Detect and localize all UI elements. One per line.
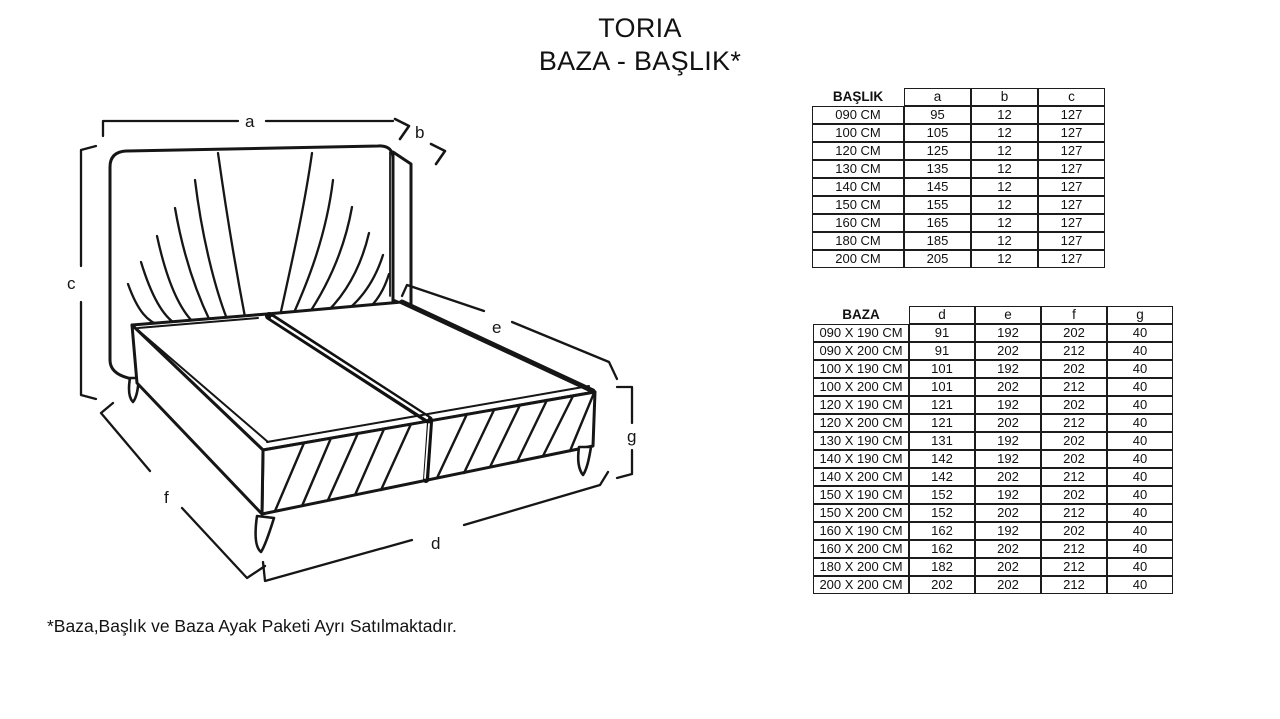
table-row <box>812 142 1105 160</box>
value-cell-b: 12 <box>971 214 1038 232</box>
size-cell: 200 CM <box>812 250 904 268</box>
value-cell-d: 91 <box>909 342 975 360</box>
size-cell: 130 CM <box>812 160 904 178</box>
value-cell-d: 101 <box>909 360 975 378</box>
baza-dimensions-table <box>813 306 1173 594</box>
size-cell: 130 X 190 CM <box>813 432 909 450</box>
table-title: BAZA <box>842 307 880 322</box>
col-header-a: a <box>904 88 971 106</box>
table-row <box>812 124 1105 142</box>
size-cell: 140 X 200 CM <box>813 468 909 486</box>
value-cell-a: 155 <box>904 196 971 214</box>
dim-label-b: b <box>415 123 425 142</box>
value-cell-e: 202 <box>975 468 1041 486</box>
value-cell-d: 142 <box>909 468 975 486</box>
table-row <box>813 360 1173 378</box>
dim-label-g: g <box>627 427 637 446</box>
value-cell-f: 212 <box>1041 504 1107 522</box>
value-cell-a: 145 <box>904 178 971 196</box>
table-row <box>813 504 1173 522</box>
size-cell: 150 X 200 CM <box>813 504 909 522</box>
value-cell-g: 40 <box>1107 450 1173 468</box>
value-cell-f: 202 <box>1041 360 1107 378</box>
value-cell-f: 212 <box>1041 342 1107 360</box>
size-cell: 120 X 200 CM <box>813 414 909 432</box>
col-header-g: g <box>1107 306 1173 324</box>
value-cell-f: 212 <box>1041 468 1107 486</box>
product-subtitle: BAZA - BAŞLIK* <box>538 46 742 76</box>
table-row <box>812 160 1105 178</box>
size-cell: 180 X 200 CM <box>813 558 909 576</box>
size-cell: 120 CM <box>812 142 904 160</box>
value-cell-f: 212 <box>1041 558 1107 576</box>
value-cell-f: 202 <box>1041 522 1107 540</box>
table-row <box>812 214 1105 232</box>
value-cell-f: 202 <box>1041 396 1107 414</box>
value-cell-c: 127 <box>1038 214 1105 232</box>
table-row <box>813 558 1173 576</box>
value-cell-d: 91 <box>909 324 975 342</box>
product-name: TORIA <box>598 13 682 43</box>
value-cell-f: 212 <box>1041 540 1107 558</box>
dim-label-f: f <box>164 488 169 507</box>
value-cell-d: 152 <box>909 504 975 522</box>
size-cell: 090 X 200 CM <box>813 342 909 360</box>
value-cell-b: 12 <box>971 124 1038 142</box>
size-cell: 090 X 190 CM <box>813 324 909 342</box>
value-cell-f: 202 <box>1041 450 1107 468</box>
value-cell-c: 127 <box>1038 196 1105 214</box>
size-cell: 150 CM <box>812 196 904 214</box>
value-cell-d: 121 <box>909 396 975 414</box>
value-cell-f: 202 <box>1041 486 1107 504</box>
col-header-b: b <box>971 88 1038 106</box>
value-cell-a: 185 <box>904 232 971 250</box>
value-cell-b: 12 <box>971 142 1038 160</box>
value-cell-f: 212 <box>1041 414 1107 432</box>
page-title <box>430 12 850 78</box>
table-row <box>813 576 1173 594</box>
value-cell-f: 212 <box>1041 576 1107 594</box>
value-cell-e: 192 <box>975 486 1041 504</box>
size-cell: 200 X 200 CM <box>813 576 909 594</box>
value-cell-g: 40 <box>1107 360 1173 378</box>
size-cell: 160 X 200 CM <box>813 540 909 558</box>
value-cell-g: 40 <box>1107 558 1173 576</box>
value-cell-a: 125 <box>904 142 971 160</box>
table-row <box>812 196 1105 214</box>
value-cell-e: 202 <box>975 378 1041 396</box>
value-cell-b: 12 <box>971 106 1038 124</box>
value-cell-c: 127 <box>1038 160 1105 178</box>
value-cell-g: 40 <box>1107 342 1173 360</box>
value-cell-a: 205 <box>904 250 971 268</box>
table-title: BAŞLIK <box>832 89 884 104</box>
bed-technical-drawing <box>40 90 680 630</box>
value-cell-f: 202 <box>1041 432 1107 450</box>
value-cell-e: 202 <box>975 504 1041 522</box>
value-cell-g: 40 <box>1107 504 1173 522</box>
table-row <box>813 342 1173 360</box>
value-cell-b: 12 <box>971 178 1038 196</box>
table-row <box>813 396 1173 414</box>
dimension-g <box>617 387 636 478</box>
value-cell-d: 162 <box>909 522 975 540</box>
value-cell-b: 12 <box>971 250 1038 268</box>
value-cell-e: 202 <box>975 576 1041 594</box>
value-cell-a: 135 <box>904 160 971 178</box>
value-cell-d: 131 <box>909 432 975 450</box>
table-row <box>813 468 1173 486</box>
size-cell: 120 X 190 CM <box>813 396 909 414</box>
dim-label-a: a <box>245 112 255 131</box>
size-cell: 090 CM <box>812 106 904 124</box>
value-cell-d: 162 <box>909 540 975 558</box>
value-cell-e: 192 <box>975 450 1041 468</box>
col-header-d: d <box>909 306 975 324</box>
value-cell-c: 127 <box>1038 124 1105 142</box>
value-cell-e: 192 <box>975 324 1041 342</box>
size-cell: 180 CM <box>812 232 904 250</box>
dimension-c <box>67 146 96 399</box>
dim-label-e: e <box>492 318 502 337</box>
size-cell: 140 X 190 CM <box>813 450 909 468</box>
col-header-f: f <box>1041 306 1107 324</box>
value-cell-d: 202 <box>909 576 975 594</box>
footnote: *Baza,Başlık ve Baza Ayak Paketi Ayrı Satılmaktadır. <box>47 616 457 636</box>
value-cell-g: 40 <box>1107 324 1173 342</box>
value-cell-c: 127 <box>1038 142 1105 160</box>
value-cell-e: 202 <box>975 414 1041 432</box>
baslik-dimensions-table <box>812 88 1105 268</box>
value-cell-d: 152 <box>909 486 975 504</box>
value-cell-g: 40 <box>1107 540 1173 558</box>
value-cell-c: 127 <box>1038 106 1105 124</box>
size-cell: 100 CM <box>812 124 904 142</box>
value-cell-c: 127 <box>1038 250 1105 268</box>
table-row <box>813 414 1173 432</box>
value-cell-a: 105 <box>904 124 971 142</box>
table-row <box>813 324 1173 342</box>
table-row <box>813 486 1173 504</box>
value-cell-e: 202 <box>975 558 1041 576</box>
size-cell: 100 X 190 CM <box>813 360 909 378</box>
table-row <box>813 378 1173 396</box>
value-cell-g: 40 <box>1107 486 1173 504</box>
value-cell-e: 192 <box>975 522 1041 540</box>
value-cell-a: 165 <box>904 214 971 232</box>
dim-label-d: d <box>431 534 441 553</box>
value-cell-g: 40 <box>1107 522 1173 540</box>
value-cell-d: 101 <box>909 378 975 396</box>
value-cell-b: 12 <box>971 160 1038 178</box>
value-cell-e: 202 <box>975 540 1041 558</box>
value-cell-c: 127 <box>1038 232 1105 250</box>
value-cell-d: 121 <box>909 414 975 432</box>
value-cell-b: 12 <box>971 232 1038 250</box>
value-cell-c: 127 <box>1038 178 1105 196</box>
value-cell-e: 192 <box>975 432 1041 450</box>
value-cell-f: 202 <box>1041 324 1107 342</box>
size-cell: 150 X 190 CM <box>813 486 909 504</box>
value-cell-d: 142 <box>909 450 975 468</box>
base-drawing <box>132 302 595 552</box>
size-cell: 100 X 200 CM <box>813 378 909 396</box>
value-cell-e: 192 <box>975 396 1041 414</box>
table-row <box>812 232 1105 250</box>
value-cell-f: 212 <box>1041 378 1107 396</box>
value-cell-e: 192 <box>975 360 1041 378</box>
value-cell-a: 95 <box>904 106 971 124</box>
col-header-e: e <box>975 306 1041 324</box>
dim-label-c: c <box>67 274 76 293</box>
table-row <box>813 432 1173 450</box>
value-cell-g: 40 <box>1107 414 1173 432</box>
base-front-left-leg <box>256 516 274 552</box>
size-cell: 140 CM <box>812 178 904 196</box>
value-cell-g: 40 <box>1107 396 1173 414</box>
dimension-a <box>103 112 393 136</box>
value-cell-g: 40 <box>1107 576 1173 594</box>
value-cell-b: 12 <box>971 196 1038 214</box>
table-row <box>813 540 1173 558</box>
size-cell: 160 CM <box>812 214 904 232</box>
table-row <box>812 250 1105 268</box>
value-cell-d: 182 <box>909 558 975 576</box>
value-cell-e: 202 <box>975 342 1041 360</box>
table-row <box>812 178 1105 196</box>
table-row <box>813 522 1173 540</box>
value-cell-g: 40 <box>1107 468 1173 486</box>
table-row <box>812 106 1105 124</box>
table-row <box>813 450 1173 468</box>
base-right-leg <box>578 447 591 475</box>
value-cell-g: 40 <box>1107 432 1173 450</box>
value-cell-g: 40 <box>1107 378 1173 396</box>
size-cell: 160 X 190 CM <box>813 522 909 540</box>
col-header-c: c <box>1038 88 1105 106</box>
